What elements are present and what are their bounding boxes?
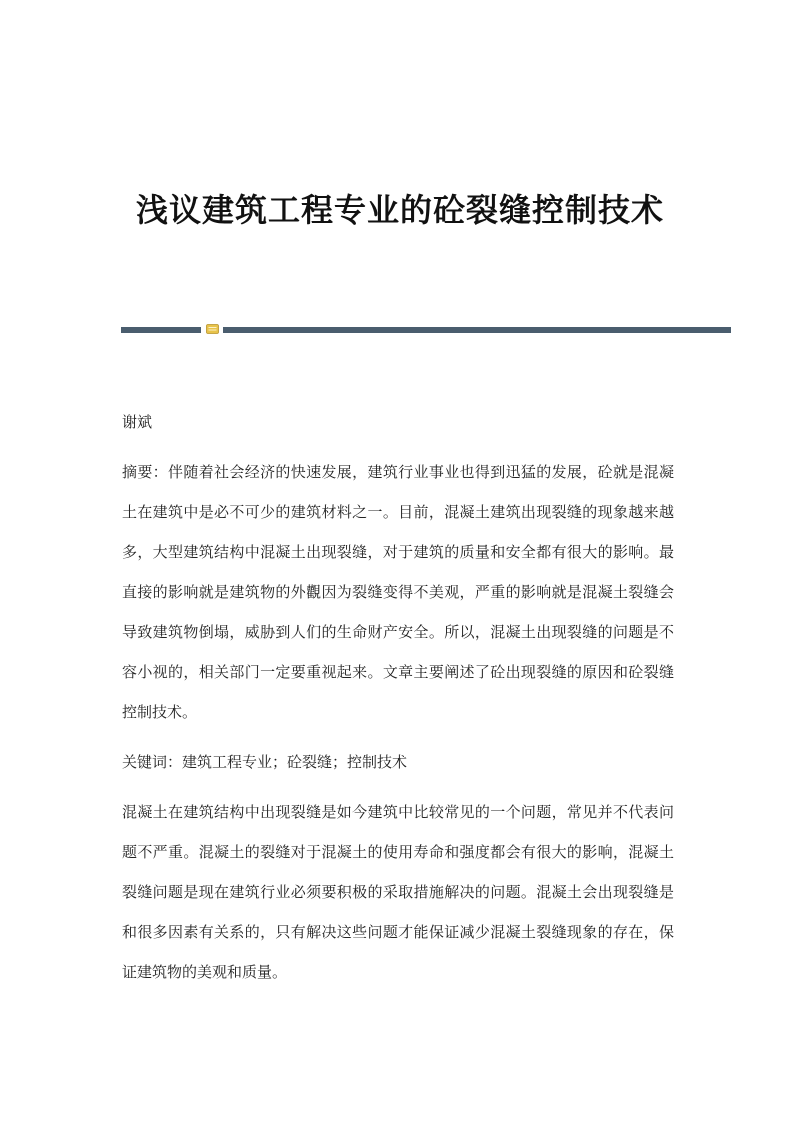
abstract-paragraph: 摘要：伴随着社会经济的快速发展，建筑行业事业也得到迅猛的发展，砼就是混凝土在建筑中是必不可少的建筑材料之一。目前，混凝土建筑出现裂缝的现象越来越多，大型建筑结构中混凝土出现裂缝，对于建筑的质量和安全都有很大的影响。最直接的影响就是建筑物的外觀因为裂缝变得不美观，严重的影响就是混凝土裂缝会导致建筑物倒塌，威胁到人们的生命财产安全。所以，混凝土出现裂缝的问题是不容小视的，相关部门一定要重视起来。文章主要阐述了砼出现裂缝的原因和砼裂缝控制技术。 <box>122 463 674 721</box>
document-title: 浅议建筑工程专业的砼裂缝控制技术 <box>135 191 664 229</box>
title-divider <box>121 326 731 334</box>
body-paragraph: 混凝土在建筑结构中出现裂缝是如今建筑中比较常见的一个问题，常见并不代表问题不严重。混凝土的裂缝对于混凝土的使用寿命和强度都会有很大的影响，混凝土裂缝问题是现在建筑行业必须要积极的采取措施解决的问题。混凝土会出现裂缝是和很多因素有关系的，只有解决这些问题才能保证减少混凝土裂缝现象的存在，保证建筑物的美观和质量。 <box>122 803 674 981</box>
divider-bar-right <box>223 327 731 333</box>
keywords-line: 关键词：建筑工程专业；砼裂缝；控制技术 <box>122 753 408 771</box>
document-body <box>122 402 674 1002</box>
divider-bar-left <box>121 327 201 333</box>
book-emblem-icon <box>206 324 219 334</box>
author-name: 谢斌 <box>122 413 153 431</box>
